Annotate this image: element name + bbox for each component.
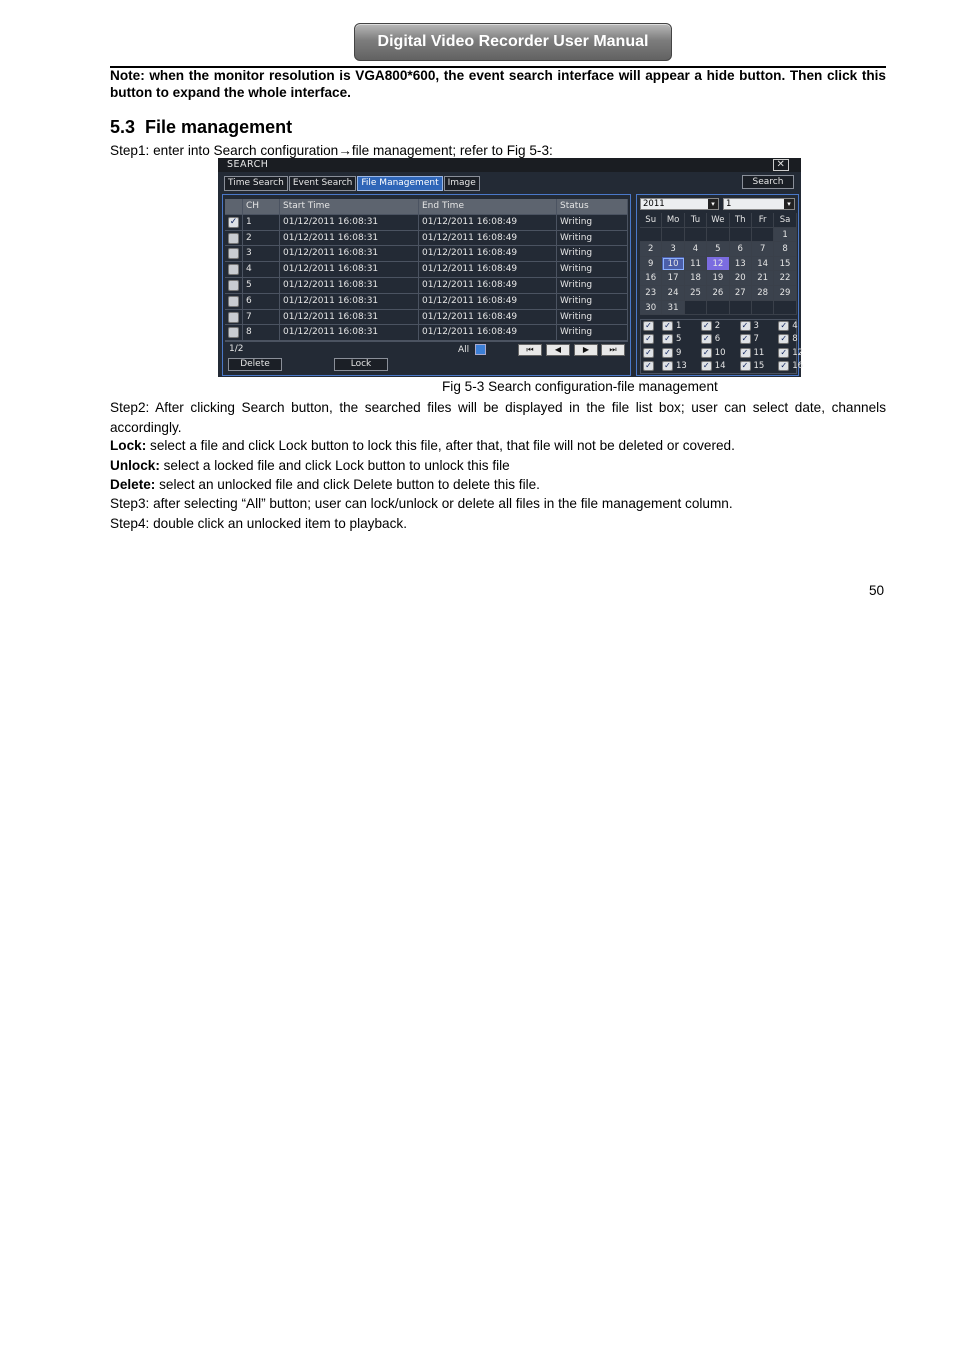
table-row[interactable]: [225, 310, 628, 326]
channel-number: 15: [753, 361, 765, 372]
search-tabs: [224, 176, 481, 191]
cell-ch: 8: [243, 325, 280, 340]
channel-row: [641, 333, 796, 346]
channel-checkbox[interactable]: ✓: [701, 321, 712, 331]
calendar-day[interactable]: 16: [640, 271, 662, 286]
file-list-table: [225, 199, 628, 341]
channel-item: [757, 320, 796, 333]
channel-number: 2: [714, 321, 721, 331]
calendar-week: [640, 286, 797, 301]
first-page-icon[interactable]: ⏮: [518, 344, 542, 356]
table-row[interactable]: [225, 325, 628, 341]
row-checkbox[interactable]: [228, 312, 239, 323]
cell-ch: 3: [243, 246, 280, 261]
weekday-label: We: [707, 213, 729, 228]
cell-start-time: 01/12/2011 16:08:31: [280, 215, 419, 230]
channel-number: 13: [676, 361, 687, 372]
channel-number: 7: [753, 334, 759, 345]
calendar-empty-cell: [640, 228, 662, 243]
cell-end-time: 01/12/2011 16:08:49: [419, 294, 557, 309]
calendar-day[interactable]: 8: [774, 242, 796, 257]
channel-checkbox[interactable]: ✓: [778, 321, 789, 331]
table-row[interactable]: [225, 246, 628, 262]
table-row[interactable]: [225, 278, 628, 294]
channel-item: [680, 360, 726, 373]
row-checkbox[interactable]: [228, 264, 239, 275]
channel-row: [641, 360, 804, 373]
calendar-week: [640, 271, 797, 286]
table-row[interactable]: [225, 294, 628, 310]
tab-time-search[interactable]: Time Search: [224, 176, 288, 191]
channel-number: 10: [714, 347, 726, 358]
delete-description: [110, 475, 886, 495]
channel-item: [641, 360, 687, 373]
row-checkbox-cell: [225, 325, 243, 340]
date-channel-panel: [636, 194, 804, 376]
row-checkbox-cell: [225, 246, 243, 261]
calendar-empty-cell: [752, 301, 774, 316]
lock-text: select a file and click Lock button to lock this file, after that, that file will not be deleted or covered.: [146, 438, 735, 453]
channel-item: [719, 347, 765, 360]
delete-label: Delete:: [110, 477, 156, 492]
calendar-week: [640, 242, 797, 257]
calendar-day[interactable]: 27: [730, 286, 752, 301]
weekday-label: Tu: [685, 213, 707, 228]
channel-item: [757, 333, 796, 346]
cell-end-time: 01/12/2011 16:08:49: [419, 215, 557, 230]
weekday-row: [640, 213, 797, 228]
cell-start-time: 01/12/2011 16:08:31: [280, 310, 419, 325]
page-indicator: 1/2: [229, 344, 244, 354]
section-number: 5.3: [110, 117, 136, 137]
cell-status: Writing: [557, 231, 628, 246]
table-row[interactable]: [225, 215, 628, 231]
channel-item: [719, 333, 758, 346]
channel-number: 16: [792, 361, 804, 372]
channel-group-checkbox[interactable]: ✓: [643, 348, 654, 358]
weekday-label: Mo: [662, 213, 684, 228]
channel-row: [641, 347, 804, 360]
calendar-empty-cell: [774, 301, 796, 316]
unlock-text: select a locked file and click Lock button to unlock this file: [159, 458, 510, 473]
search-window-figure: [218, 158, 804, 377]
cell-status: Writing: [557, 278, 628, 293]
step3-text: Step3: after selecting “All” button; user can lock/unlock or delete all files in the file management column.: [110, 496, 733, 511]
calendar-empty-cell: [752, 228, 774, 243]
calendar-day[interactable]: 23: [640, 286, 662, 301]
calendar-day[interactable]: 11: [685, 257, 707, 272]
search-window-titlebar: [218, 158, 801, 172]
lock-description: [110, 436, 886, 456]
chevron-down-icon: ▾: [708, 199, 718, 209]
cell-ch: 2: [243, 231, 280, 246]
search-button[interactable]: Search: [742, 175, 794, 189]
all-label: All: [458, 345, 470, 355]
cell-end-time: 01/12/2011 16:08:49: [419, 278, 557, 293]
channel-item: [641, 347, 680, 360]
calendar-day[interactable]: 15: [774, 257, 796, 272]
cell-status: Writing: [557, 294, 628, 309]
channel-item: [641, 320, 680, 333]
delete-button[interactable]: Delete: [228, 358, 282, 371]
cell-ch: 1: [243, 215, 280, 230]
row-checkbox[interactable]: [228, 280, 239, 291]
channel-item: [641, 333, 680, 346]
year-value: 2011: [643, 199, 665, 209]
channel-group-checkbox[interactable]: ✓: [643, 361, 654, 371]
calendar-day[interactable]: 7: [752, 242, 774, 257]
cell-start-time: 01/12/2011 16:08:31: [280, 278, 419, 293]
channel-checkbox[interactable]: ✓: [740, 361, 751, 371]
calendar-day[interactable]: 1: [774, 228, 796, 243]
channel-number: 9: [676, 347, 682, 358]
row-checkbox-cell: [225, 278, 243, 293]
calendar-empty-cell: [707, 228, 729, 243]
weekday-label: Th: [730, 213, 752, 228]
calendar-week: [640, 301, 797, 316]
channel-number: 5: [676, 334, 682, 345]
channel-checkbox[interactable]: ✓: [662, 334, 673, 344]
step4-text: Step4: double click an unlocked item to playback.: [110, 516, 407, 531]
cell-status: Writing: [557, 262, 628, 277]
calendar-day[interactable]: 28: [752, 286, 774, 301]
channel-group-checkbox[interactable]: ✓: [643, 321, 654, 331]
channel-item: [680, 320, 719, 333]
channel-number: 11: [753, 347, 765, 358]
month-value: 1: [726, 199, 732, 209]
row-checkbox-cell: [225, 310, 243, 325]
cell-status: Writing: [557, 310, 628, 325]
calendar-day[interactable]: 6: [730, 242, 752, 257]
channel-checkbox[interactable]: ✓: [662, 348, 673, 358]
table-row[interactable]: [225, 262, 628, 278]
resolution-note: Note: when the monitor resolution is VGA800*600, the event search interface will appear a hide button. Then click this button to expand the whole interface.: [110, 68, 886, 100]
row-checkbox[interactable]: [228, 248, 239, 259]
cell-start-time: 01/12/2011 16:08:31: [280, 231, 419, 246]
row-checkbox[interactable]: [228, 233, 239, 244]
cell-start-time: 01/12/2011 16:08:31: [280, 294, 419, 309]
weekday-label: Sa: [774, 213, 796, 228]
calendar-week: [640, 228, 797, 243]
cell-status: Writing: [557, 325, 628, 340]
all-checkbox[interactable]: [475, 344, 486, 355]
channel-number: 8: [792, 334, 798, 345]
weekday-label: Fr: [752, 213, 774, 228]
calendar-empty-cell: [662, 228, 684, 243]
cell-ch: 7: [243, 310, 280, 325]
manual-header-banner: Digital Video Recorder User Manual: [354, 23, 672, 61]
channel-checkbox[interactable]: ✓: [740, 321, 751, 331]
channel-item: [719, 320, 758, 333]
cell-end-time: 01/12/2011 16:08:49: [419, 246, 557, 261]
channel-number: 14: [714, 361, 726, 372]
next-page-icon[interactable]: ▶: [574, 344, 598, 356]
channel-group-checkbox[interactable]: ✓: [643, 334, 654, 344]
col-status: Status: [557, 199, 628, 214]
channel-number: 4: [792, 321, 798, 331]
calendar-day[interactable]: 21: [752, 271, 774, 286]
calendar-day[interactable]: 25: [685, 286, 707, 301]
calendar-grid: [640, 213, 797, 315]
channel-checkbox[interactable]: ✓: [662, 321, 673, 331]
calendar-week: [640, 257, 797, 272]
cell-ch: 6: [243, 294, 280, 309]
tab-image[interactable]: Image: [444, 176, 480, 191]
calendar-day[interactable]: 13: [730, 257, 752, 272]
cell-end-time: 01/12/2011 16:08:49: [419, 310, 557, 325]
cell-start-time: 01/12/2011 16:08:31: [280, 262, 419, 277]
row-checkbox-cell: [225, 215, 243, 230]
channel-item: [757, 360, 804, 373]
calendar-day[interactable]: 18: [685, 271, 707, 286]
channel-checkbox[interactable]: ✓: [662, 361, 673, 371]
chevron-down-icon: ▾: [784, 199, 794, 209]
calendar-day[interactable]: 2: [640, 242, 662, 257]
calendar-day[interactable]: 5: [707, 242, 729, 257]
delete-text: select an unlocked file and click Delete button to delete this file.: [155, 477, 540, 492]
calendar-day[interactable]: 24: [662, 286, 684, 301]
cell-start-time: 01/12/2011 16:08:31: [280, 246, 419, 261]
row-checkbox-cell: [225, 231, 243, 246]
calendar-day[interactable]: 19: [707, 271, 729, 286]
cell-ch: 5: [243, 278, 280, 293]
step1-text: Step1: enter into Search configuration→file management; refer to Fig 5-3:: [110, 143, 553, 158]
page-number: 50: [869, 583, 885, 598]
channel-checkbox[interactable]: ✓: [778, 361, 789, 371]
figure-caption: Fig 5-3 Search configuration-file management: [442, 379, 718, 394]
calendar-empty-cell: [730, 301, 752, 316]
lock-button[interactable]: Lock: [334, 358, 388, 371]
section-heading: [110, 117, 292, 138]
month-select[interactable]: [723, 198, 795, 210]
channel-checkbox[interactable]: ✓: [701, 348, 712, 358]
last-page-icon[interactable]: ⏭: [601, 344, 625, 356]
section-title: File management: [145, 117, 293, 137]
calendar-day[interactable]: 10: [662, 257, 684, 272]
channel-selector: [640, 319, 804, 374]
calendar-empty-cell: [707, 301, 729, 316]
cell-ch: 4: [243, 262, 280, 277]
calendar-day[interactable]: 20: [730, 271, 752, 286]
cell-status: Writing: [557, 215, 628, 230]
channel-checkbox[interactable]: ✓: [740, 348, 751, 358]
calendar-day[interactable]: 4: [685, 242, 707, 257]
calendar-day[interactable]: 30: [640, 301, 662, 316]
channel-checkbox[interactable]: ✓: [778, 348, 789, 358]
channel-number: 6: [714, 334, 721, 345]
col-end-time: End Time: [419, 199, 557, 214]
channel-checkbox[interactable]: ✓: [701, 334, 712, 344]
weekday-label: Su: [640, 213, 662, 228]
calendar-day[interactable]: 14: [752, 257, 774, 272]
calendar-day[interactable]: 17: [662, 271, 684, 286]
channel-number: 1: [676, 321, 682, 331]
calendar-day[interactable]: 29: [774, 286, 796, 301]
channel-item: [680, 333, 719, 346]
row-checkbox[interactable]: ✓: [229, 216, 238, 227]
cell-end-time: 01/12/2011 16:08:49: [419, 325, 557, 340]
table-header: [225, 199, 628, 215]
cell-end-time: 01/12/2011 16:08:49: [419, 231, 557, 246]
cell-end-time: 01/12/2011 16:08:49: [419, 262, 557, 277]
calendar-day[interactable]: 9: [640, 257, 662, 272]
channel-row: [641, 320, 796, 333]
unlock-label: Unlock:: [110, 458, 160, 473]
calendar-day[interactable]: 31: [662, 301, 684, 316]
channel-number: 3: [753, 321, 759, 331]
channel-checkbox[interactable]: ✓: [701, 361, 712, 371]
col-ch: CH: [243, 199, 280, 214]
row-checkbox[interactable]: [228, 327, 239, 338]
channel-checkbox[interactable]: ✓: [740, 334, 751, 344]
window-title: SEARCH: [227, 159, 269, 170]
cell-start-time: 01/12/2011 16:08:31: [280, 325, 419, 340]
channel-item: [757, 347, 804, 360]
pager-bar: [225, 341, 628, 357]
close-icon[interactable]: ✕: [773, 159, 789, 171]
row-checkbox-cell: [225, 294, 243, 309]
calendar-empty-cell: [685, 301, 707, 316]
file-list-panel: [222, 194, 631, 376]
year-select[interactable]: [640, 198, 719, 210]
calendar-day[interactable]: 26: [707, 286, 729, 301]
header-checkbox-col: [225, 199, 243, 214]
calendar-day[interactable]: 22: [774, 271, 796, 286]
lock-label: Lock:: [110, 438, 147, 453]
calendar-day[interactable]: 3: [662, 242, 684, 257]
channel-checkbox[interactable]: ✓: [778, 334, 789, 344]
step2-text: Step2: After clicking Search button, the searched files will be displayed in the file list box; user can select date, channels accordingly.: [110, 400, 886, 435]
row-checkbox-cell: [225, 262, 243, 277]
calendar-empty-cell: [730, 228, 752, 243]
prev-page-icon[interactable]: ◀: [546, 344, 570, 356]
tab-event-search[interactable]: Event Search: [289, 176, 357, 191]
col-start-time: Start Time: [280, 199, 419, 214]
table-row[interactable]: [225, 231, 628, 247]
tab-file-management[interactable]: File Management: [357, 176, 442, 191]
row-checkbox[interactable]: [228, 296, 239, 307]
cell-status: Writing: [557, 246, 628, 261]
unlock-description: [110, 456, 886, 476]
channel-item: [680, 347, 726, 360]
channel-number: 12: [792, 347, 804, 358]
channel-item: [719, 360, 765, 373]
calendar-day[interactable]: 12: [707, 257, 729, 272]
calendar-empty-cell: [685, 228, 707, 243]
